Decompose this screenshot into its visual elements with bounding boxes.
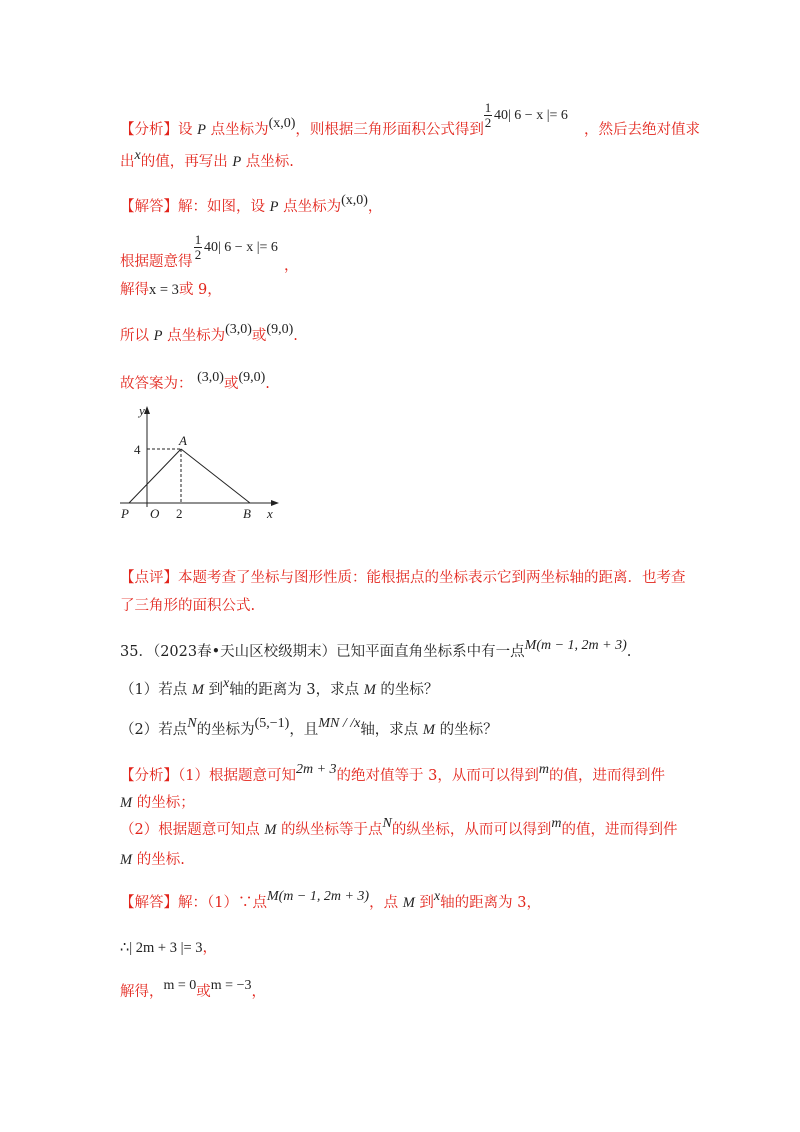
text: 出 <box>120 154 135 170</box>
frac-den: 2 <box>194 247 202 262</box>
text: 的纵坐标等于点 <box>281 822 383 838</box>
text: 的坐标； <box>136 795 195 811</box>
text: . <box>293 328 298 344</box>
question-source: （2023春•天山区校级期末）已知平面直角坐标系中有一点 <box>152 644 525 660</box>
label-o: O <box>150 506 160 521</box>
text: 解得， <box>120 984 164 1000</box>
text: ，点 <box>369 895 399 911</box>
text: 或 <box>223 376 239 392</box>
text: 或 <box>251 328 267 344</box>
frac-num: 1 <box>484 100 492 115</box>
final-line <box>120 370 270 395</box>
var-m: m <box>551 816 562 831</box>
var-x: x <box>223 676 230 691</box>
label-p: P <box>121 506 129 521</box>
coord-x0: (x,0) <box>341 193 368 208</box>
analysis-tag: 【分析】 <box>120 122 178 138</box>
text: ，且 <box>289 722 319 738</box>
comment-line-2 <box>120 596 255 616</box>
var-x: x <box>433 889 441 904</box>
text: ，则根据三角形面积公式得到 <box>295 122 484 138</box>
text: 所以 <box>120 328 149 344</box>
point-m-expr: M(m − 1, 2m + 3) <box>524 638 627 653</box>
segment-ab <box>181 449 250 503</box>
coord-90: (9,0) <box>238 370 266 385</box>
point-p: P <box>197 122 206 138</box>
point-p: P <box>153 328 163 344</box>
analysis-line-2 <box>120 148 294 173</box>
q35-part2 <box>120 716 498 741</box>
point-m: M <box>191 682 204 698</box>
q35-part1 <box>120 676 439 701</box>
area-expr-2 <box>204 238 278 258</box>
text: 设 <box>178 122 193 138</box>
coord-x0: (x,0) <box>268 116 296 131</box>
text: 的纵坐标，从而可以得到 <box>391 822 552 838</box>
text: 到 <box>208 682 224 698</box>
text: 的值，再写出 <box>140 154 228 170</box>
point-m: M <box>422 722 436 738</box>
abs-line <box>120 938 217 958</box>
abs-expr: ∴| 2m + 3 |= 3 <box>120 940 203 956</box>
coord-30: (3,0) <box>225 322 252 337</box>
answer2-line-1 <box>120 889 541 914</box>
analysis-line-1b <box>584 120 700 140</box>
answer-line-1 <box>120 193 383 218</box>
text: 的值，进而得到件 <box>549 768 666 784</box>
coord-90: (9,0) <box>266 322 294 337</box>
segment-pa <box>129 449 181 503</box>
text: ， <box>284 258 299 274</box>
text: 解得 <box>120 282 149 298</box>
solve2-line <box>120 978 266 1003</box>
text: （1）若点 <box>120 682 188 698</box>
point-m: M <box>264 822 277 838</box>
text: 的坐标？ <box>380 682 439 698</box>
text: 故答案为： <box>120 376 193 392</box>
fraction-half-2 <box>194 233 202 261</box>
point-p: P <box>232 154 242 170</box>
var-m: m <box>538 762 550 777</box>
text: 的坐标？ <box>439 722 498 738</box>
text: 的绝对值等于 3，从而可以得到 <box>336 768 539 784</box>
text: . <box>265 376 270 392</box>
answer-tag: 【解答】 <box>120 199 178 215</box>
text: 了三角形的面积公式. <box>120 598 256 614</box>
text: 解：（1）∵点 <box>178 895 267 911</box>
point-m-expr: M(m − 1, 2m + 3) <box>266 889 370 904</box>
text: （2）若点 <box>120 722 188 738</box>
tick-y-4: 4 <box>134 442 141 457</box>
frac-num: 1 <box>194 232 202 247</box>
var-x: x <box>134 148 141 163</box>
text: 轴的距离为 3，求点 <box>229 682 360 698</box>
comment-line-1 <box>120 568 686 588</box>
text: 的坐标为 <box>196 722 255 738</box>
solve-line <box>120 280 222 300</box>
eq-line-comma <box>284 256 299 276</box>
text: 解：如图，设 <box>178 199 265 215</box>
text: 或 9， <box>178 282 222 298</box>
text: ， <box>251 984 266 1000</box>
text: 或 <box>196 984 211 1000</box>
coord-5-1: (5,−1) <box>254 716 290 731</box>
area-expr <box>494 106 568 126</box>
point-m: M <box>402 895 415 911</box>
label-a: A <box>179 433 187 448</box>
text: ， <box>202 940 218 956</box>
parallel-expr: MN / /x <box>318 716 361 731</box>
coordinate-figure <box>115 402 285 527</box>
solution-m0: m = 0 <box>163 978 197 993</box>
expr: 40| 6 − x |= 6 <box>204 240 278 255</box>
text: 的坐标. <box>136 852 185 868</box>
text: 点坐标. <box>245 154 294 170</box>
text: （1）根据题意可知 <box>178 768 296 784</box>
question-number: 35． <box>120 644 153 660</box>
analysis-tag: 【分析】 <box>120 768 178 784</box>
point-m: M <box>120 852 133 868</box>
text: . <box>626 644 632 660</box>
solve-expr: x = 3 <box>149 282 179 298</box>
comment-tag: 【点评】 <box>120 570 178 586</box>
q35-line <box>120 638 632 663</box>
solution-m-3: m = −3 <box>210 978 252 993</box>
text: 到 <box>419 895 434 911</box>
text: 点坐标为 <box>283 199 342 215</box>
text: （2）根据题意可知点 <box>120 822 260 838</box>
answer-tag: 【解答】 <box>120 895 178 911</box>
analysis2-line-4 <box>120 850 185 870</box>
analysis2-line-2 <box>120 793 195 813</box>
text: 根据题意得 <box>120 254 193 270</box>
fraction-half <box>484 101 492 129</box>
text: ，然后去绝对值求 <box>584 122 700 138</box>
text: 轴的距离为 3， <box>440 895 541 911</box>
label-b: B <box>243 506 251 521</box>
y-label: y <box>139 403 145 418</box>
coord-30: (3,0) <box>197 370 224 385</box>
analysis2-line-1 <box>120 762 666 787</box>
text: 点坐标为 <box>167 328 226 344</box>
point-n: N <box>187 716 197 731</box>
frac-den: 2 <box>484 115 492 130</box>
text: 本题考查了坐标与图形性质：能根据点的坐标表示它到两坐标轴的距离．也考查 <box>178 570 686 586</box>
point-m: M <box>363 682 376 698</box>
analysis-line-1 <box>120 116 484 141</box>
tick-x-2: 2 <box>176 506 183 521</box>
eq-line <box>120 252 193 272</box>
y-arrow <box>144 406 150 414</box>
point-p: P <box>269 199 279 215</box>
text: 的值，进而得到件 <box>561 822 678 838</box>
x-label: x <box>267 506 273 521</box>
point-n: N <box>382 816 392 831</box>
analysis2-line-3 <box>120 816 678 841</box>
text: 轴，求点 <box>360 722 419 738</box>
expr-2m3: 2m + 3 <box>295 762 337 777</box>
point-m: M <box>120 795 133 811</box>
result-line <box>120 322 298 347</box>
text: 点坐标为 <box>210 122 269 138</box>
text: ， <box>367 199 383 215</box>
expr: 40| 6 − x |= 6 <box>494 108 568 123</box>
